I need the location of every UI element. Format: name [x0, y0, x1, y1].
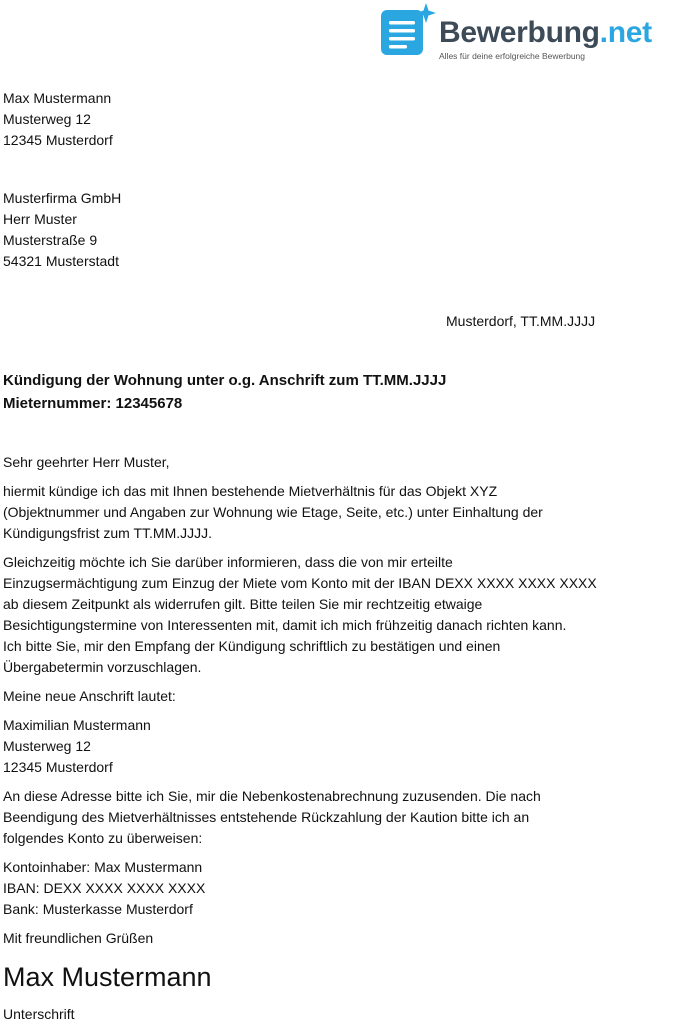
account-bank: Bank: Musterkasse Musterdorf	[3, 901, 193, 917]
paragraph3-line: folgendes Konto zu überweisen:	[3, 830, 203, 846]
paragraph3-line: An diese Adresse bitte ich Sie, mir die Nebenkostenabrechnung zuzusenden. Die nach	[3, 788, 541, 804]
signature-label: Unterschrift	[3, 1006, 75, 1022]
tenant-number: Mieternummer: 12345678	[3, 395, 183, 412]
account-holder: Kontoinhaber: Max Mustermann	[3, 859, 203, 875]
paragraph2-line: Besichtigungstermine von Interessenten mit, damit ich mich frühzeitig danach richten kann.	[3, 617, 567, 633]
new-address-city: 12345 Musterdorf	[3, 759, 113, 775]
recipient-company: Musterfirma GmbH	[3, 190, 122, 206]
paragraph2-line: ab diesem Zeitpunkt als widerrufen gilt. Bitte teilen Sie mir rechtzeitig etwaige	[3, 596, 483, 612]
new-address-street: Musterweg 12	[3, 738, 91, 754]
paragraph3-line: Beendigung des Mietverhältnisses entstehende Rückzahlung der Kaution bitte ich an	[3, 809, 530, 825]
paragraph1-line: hiermit kündige ich das mit Ihnen bestehende Mietverhältnis für das Objekt XYZ	[3, 483, 498, 499]
brand-name	[439, 15, 652, 51]
sender-name: Max Mustermann	[3, 90, 112, 106]
date-line: Musterdorf, TT.MM.JJJJ	[446, 313, 596, 329]
sender-city: 12345 Musterdorf	[3, 132, 113, 148]
recipient-street: Musterstraße 9	[3, 232, 98, 248]
subject-line: Kündigung der Wohnung unter o.g. Anschrift zum TT.MM.JJJJ	[3, 372, 447, 389]
signature-name: Max Mustermann	[3, 962, 212, 992]
paragraph2-line: Ich bitte Sie, mir den Empfang der Kündigung schriftlich zu bestätigen und einen	[3, 638, 501, 654]
paragraph2-line: Einzugsermächtigung zum Einzug der Miete vom Konto mit der IBAN DEXX XXXX XXXX XXXX	[3, 575, 597, 591]
paragraph2-line: Gleichzeitig möchte ich Sie darüber informieren, dass die von mir erteilte	[3, 554, 453, 570]
sender-street: Musterweg 12	[3, 111, 91, 127]
paragraph1-line: (Objektnummer und Angaben zur Wohnung wie Etage, Seite, etc.) unter Einhaltung der	[3, 504, 543, 520]
brand-tld: .net	[599, 16, 652, 49]
new-address-name: Maximilian Mustermann	[3, 717, 151, 733]
new-address-intro: Meine neue Anschrift lautet:	[3, 688, 176, 704]
recipient-contact: Herr Muster	[3, 211, 77, 227]
brand-logo	[381, 3, 677, 65]
account-iban: IBAN: DEXX XXXX XXXX XXXX	[3, 880, 206, 896]
closing: Mit freundlichen Grüßen	[3, 930, 154, 946]
brand-tagline: Alles für deine erfolgreiche Bewerbung	[439, 51, 586, 61]
recipient-city: 54321 Musterstadt	[3, 253, 119, 269]
brand-name-main: Bewerbung	[439, 16, 600, 49]
paragraph2-line: Übergabetermin vorzuschlagen.	[3, 659, 202, 675]
salutation: Sehr geehrter Herr Muster,	[3, 454, 170, 470]
paragraph1-line: Kündigungsfrist zum TT.MM.JJJJ.	[3, 525, 213, 541]
document-sparkle-icon	[381, 3, 437, 59]
